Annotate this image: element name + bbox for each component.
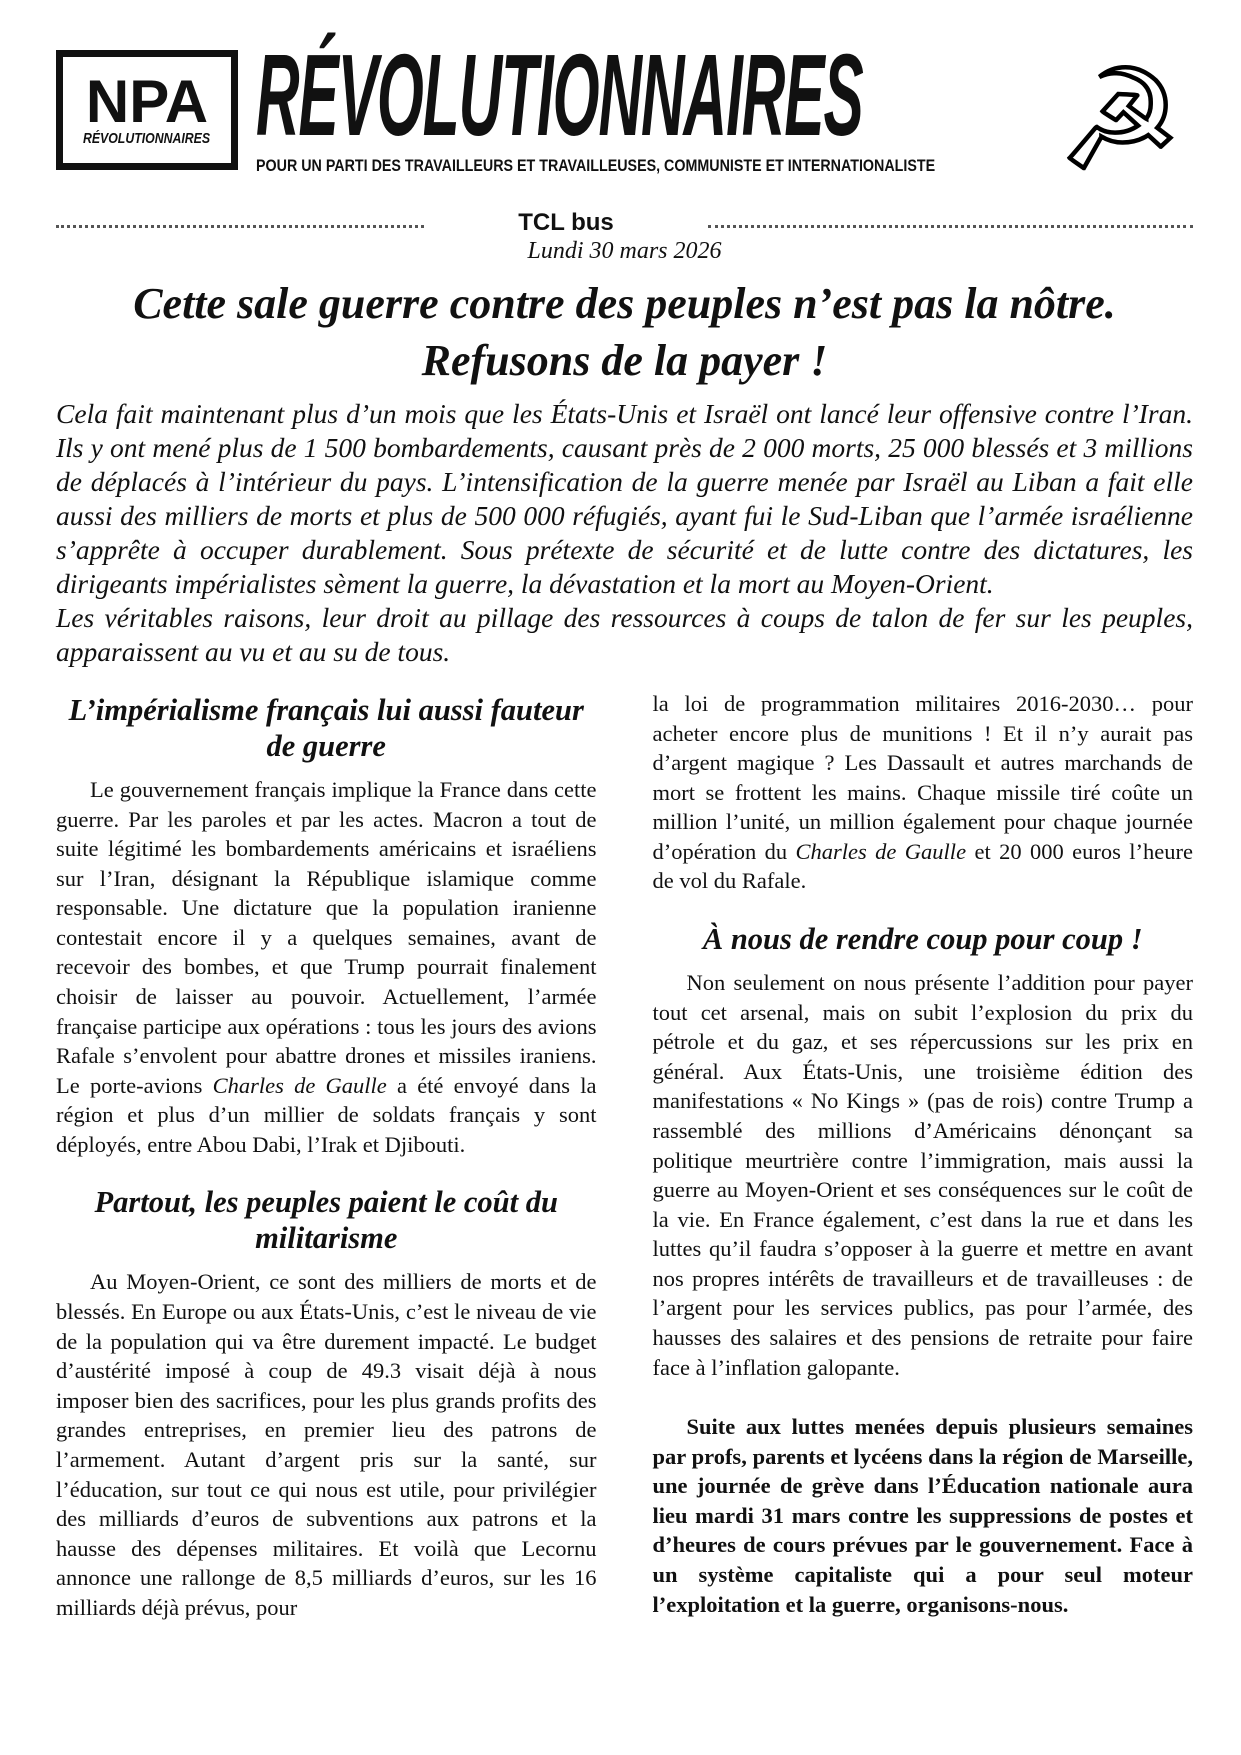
hammer-and-sickle-icon bbox=[1041, 48, 1193, 203]
edition-date: Lundi 30 mars 2026 bbox=[527, 238, 722, 264]
right-column bbox=[653, 689, 1194, 1622]
left-column bbox=[56, 689, 597, 1622]
npa-logo-acronym: NPA bbox=[85, 68, 209, 135]
text-segment: Suite aux luttes menées depuis plusieurs semaines par profs, parents et lycéens dans la région de Marseille, une journée de grève dans l’Éducation nationale aura lieu mardi 31 mars contre les suppressions de postes et d’heures de cours prévues par le gouvernement. Face à un système capitaliste qui a pour seul moteur l’exploitation et la guerre, organisons-nous. bbox=[652, 1414, 1193, 1617]
dotted-rule-left bbox=[56, 225, 424, 228]
body-paragraph bbox=[653, 689, 1194, 896]
headline: Cette sale guerre contre des peuples n’est pas la nôtre. Refusons de la payer ! bbox=[133, 279, 1116, 386]
body-paragraph bbox=[56, 1267, 597, 1622]
text-segment: Le gouvernement français implique la France dans cette guerre. Par les paroles et par les actes. Macron a tout de suite légitimé les bombardements américains et israéliens sur l’Iran, désignant la République islamique comme responsable. Une dictature que la population iranienne contestait encore il y a quelques semaines, avant de recevoir des bombes, et que Trump pourrait finalement choisir de laisser au pouvoir. Actuellement, l’armée française participe aux opérations : tous les jours des avions Rafale s’envolent pour abattre drones et missiles iraniens. Le porte-avions bbox=[56, 776, 597, 1098]
lead-paragraph: Cela fait maintenant plus d’un mois que les États-Unis et Israël ont lancé leur offensive contre l’Iran. Ils y ont mené plus de 1 500 bombardements, causant près de 2 000 morts, 25 000 blessés et 3 millions de déplacés à l’intérieur du pays. L’intensification de la guerre menée par Israël au Liban a fait elle aussi des milliers de morts et plus de 500 000 réfugiés, ayant fui le Sud-Liban que l’armée israélienne s’apprête à occuper durablement. Sous prétexte de sécurité et de lutte contre des dictatures, les dirigeants impérialistes sèment la guerre, la dévastation et la mort au Moyen-Orient. bbox=[56, 398, 1193, 600]
italic-text-segment: Charles de Gaulle bbox=[795, 838, 967, 864]
body-paragraph bbox=[56, 775, 597, 1160]
masthead bbox=[56, 30, 1193, 203]
text-segment: et 20 000 euros l’heure de vol du Rafale. bbox=[652, 838, 1194, 894]
section-heading: L’impérialisme français lui aussi fauteur de guerre bbox=[68, 693, 584, 763]
text-segment: a été envoyé dans la région et plus d’un millier de soldats français y sont déployés, entre Abou Dabi, l’Irak et Djibouti. bbox=[56, 1072, 597, 1157]
hammer-and-sickle-glyph: ☭ bbox=[1058, 48, 1182, 198]
italic-text-segment: Charles de Gaulle bbox=[212, 1072, 387, 1098]
edition-label: TCL bus bbox=[518, 209, 614, 236]
npa-logo-subtitle: RÉVOLUTIONNAIRES bbox=[83, 130, 211, 147]
section-heading: À nous de rendre coup pour coup ! bbox=[702, 922, 1143, 957]
body-paragraph bbox=[653, 1412, 1194, 1619]
npa-logo bbox=[56, 50, 238, 170]
text-segment: Au Moyen-Orient, ce sont des milliers de morts et de blessés. En Europe ou aux États-Unis, c’est le niveau de vie de la population qui va être durement impacté. Le budget d’austérité imposé à coup de 49.3 visait déjà à nous imposer bien des sacrifices, pour les plus grands profits des grandes entreprises, en premier lieu des patrons de l’armement. Autant d’argent pris sur la santé, sur l’éducation, sur tout ce qui nous est utile, pour privilégier des milliards d’euros de subventions aux patrons et la hausse des dépenses militaires. Et voilà que Lecornu annonce une rallonge de 8,5 milliards d’euros, sur les 16 milliards déjà prévus, pour bbox=[56, 1269, 597, 1620]
masthead-subtitle: POUR UN PARTI DES TRAVAILLEURS ET TRAVAILLEUSES, COMMUNISTE ET INTERNATIONALISTE bbox=[256, 156, 936, 175]
text-segment: la loi de programmation militaires 2016-2030… pour acheter encore plus de munitions ! Et il n’y aurait pas d’argent magique ? Les Dassault et autres marchands de mort se frottent les mains. Chaque missile tiré coûte un million l’unité, un million également pour chaque journée d’opération du bbox=[652, 691, 1193, 864]
article-columns bbox=[56, 689, 1193, 1622]
lead-section bbox=[56, 397, 1193, 669]
edition-row bbox=[56, 211, 1193, 235]
masthead-title: RÉVOLUTIONNAIRES bbox=[256, 30, 863, 160]
text-segment: Non seulement on nous présente l’addition pour payer tout cet arsenal, mais on subit l’explosion du prix du pétrole et du gaz, et ses répercussions sur les prix en général. Aux États-Unis, une troisième édition des manifestations « No Kings » (pas de rois) contre Trump a rassemblé des millions d’Américains dénonçant sa politique meurtrière contre l’immigration, mais aussi la guerre au Moyen-Orient et ses conséquences sur le coût de la vie. En France également, c’est dans la rue et dans les luttes qu’il faudra s’opposer à la guerre et mettre en avant nos propres intérêts de travailleurs et de travailleuses : de l’argent pour les services publics, pas pour l’armée, des hausses des salaires et des pensions de retraite pour faire face à l’inflation galopante. bbox=[652, 970, 1193, 1380]
lead-paragraph: Les véritables raisons, leur droit au pillage des ressources à coups de talon de fer sur les peuples, apparaissent au vu et au su de tous. bbox=[56, 602, 1193, 668]
body-paragraph bbox=[653, 968, 1194, 1382]
masthead-center bbox=[256, 30, 1101, 176]
section-heading: Partout, les peuples paient le coût du militarisme bbox=[94, 1185, 558, 1256]
dotted-rule-right bbox=[708, 225, 1193, 228]
